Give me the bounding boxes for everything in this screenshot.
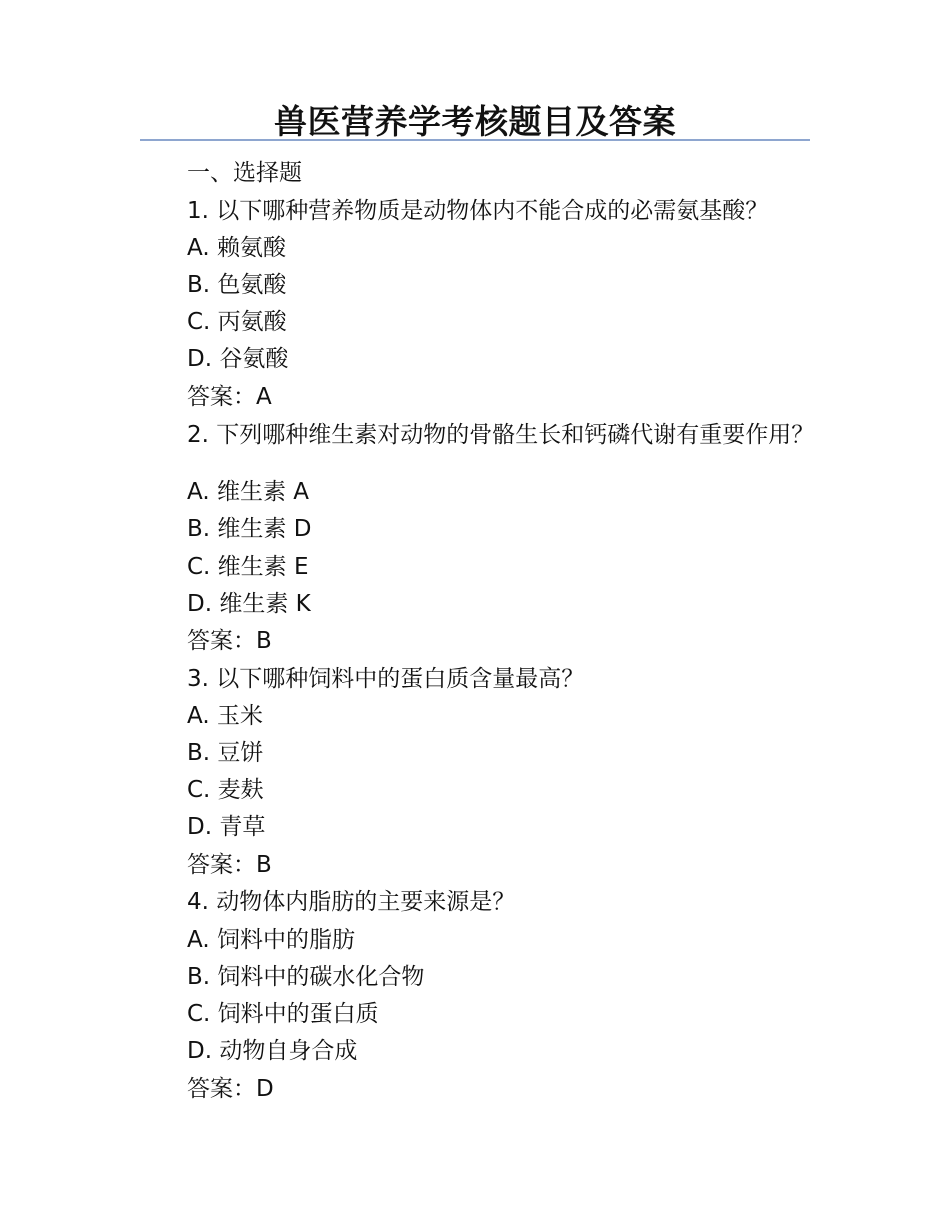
- question-1-text: 1. 以下哪种营养物质是动物体内不能合成的必需氨基酸？: [187, 198, 769, 224]
- question-2-option-b: B. 维生素 D: [187, 516, 312, 542]
- question-4-text: 4. 动物体内脂肪的主要来源是？: [187, 889, 516, 915]
- document-title: 兽医营养学考核题目及答案: [274, 102, 676, 141]
- question-1-answer: 答案：A: [187, 384, 272, 410]
- question-4-answer: 答案：D: [187, 1076, 274, 1102]
- question-3-option-a: A. 玉米: [187, 703, 263, 729]
- question-4-option-a: A. 饲料中的脂肪: [187, 927, 355, 953]
- question-2-option-a: A. 维生素 A: [187, 479, 309, 505]
- question-2-option-c: C. 维生素 E: [187, 554, 309, 580]
- question-2-option-d: D. 维生素 K: [187, 591, 311, 617]
- question-3-option-c: C. 麦麸: [187, 777, 264, 803]
- question-3-text: 3. 以下哪种饲料中的蛋白质含量最高？: [187, 666, 585, 692]
- question-3-option-d: D. 青草: [187, 814, 266, 840]
- question-1-option-a: A. 赖氨酸: [187, 235, 286, 261]
- question-1-option-b: B. 色氨酸: [187, 272, 287, 298]
- question-3-answer: 答案：B: [187, 852, 272, 878]
- question-3-option-b: B. 豆饼: [187, 740, 264, 766]
- question-2-text: 2. 下列哪种维生素对动物的骨骼生长和钙磷代谢有重要作用？: [187, 422, 815, 448]
- question-4-option-c: C. 饲料中的蛋白质: [187, 1001, 379, 1027]
- question-2-answer: 答案：B: [187, 628, 272, 654]
- question-1-option-c: C. 丙氨酸: [187, 309, 287, 335]
- title-underline: [140, 139, 810, 141]
- question-1-option-d: D. 谷氨酸: [187, 346, 289, 372]
- question-4-option-d: D. 动物自身合成: [187, 1038, 358, 1064]
- question-4-option-b: B. 饲料中的碳水化合物: [187, 964, 425, 990]
- section-heading: 一、选择题: [187, 160, 302, 186]
